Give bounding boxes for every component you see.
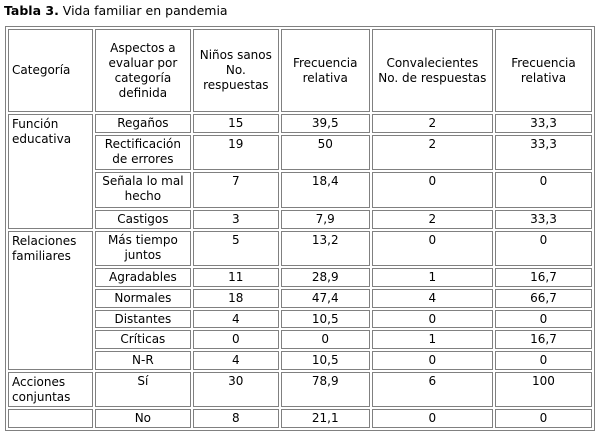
cell-aspect: Rectificación de errores	[95, 135, 191, 170]
cell-aspect: Normales	[95, 289, 191, 308]
table-row	[8, 135, 592, 170]
cell-frecuencia-relativa-2: 0	[495, 310, 592, 329]
table-row	[8, 210, 592, 229]
cell-ninos-sanos: 30	[193, 372, 279, 407]
cell-frecuencia-relativa-2: 0	[495, 231, 592, 266]
header-ninos-sanos: Niños sanos No. respuestas	[193, 29, 279, 112]
cell-frecuencia-relativa-1: 10,5	[281, 351, 370, 370]
table-row	[8, 289, 592, 308]
cell-aspect: N-R	[95, 351, 191, 370]
cell-ninos-sanos: 4	[193, 351, 279, 370]
header-row	[8, 29, 592, 112]
cell-frecuencia-relativa-1: 39,5	[281, 114, 370, 133]
cell-ninos-sanos: 5	[193, 231, 279, 266]
cell-frecuencia-relativa-1: 0	[281, 330, 370, 349]
cell-category: Acciones conjuntas	[8, 372, 93, 407]
cell-aspect: Distantes	[95, 310, 191, 329]
header-frecuencia-relativa-1: Frecuencia relativa	[281, 29, 370, 112]
cell-convalecientes: 0	[372, 409, 493, 428]
cell-convalecientes: 0	[372, 172, 493, 207]
cell-ninos-sanos: 7	[193, 172, 279, 207]
cell-ninos-sanos: 19	[193, 135, 279, 170]
cell-frecuencia-relativa-2: 33,3	[495, 135, 592, 170]
cell-aspect: Castigos	[95, 210, 191, 229]
header-aspectos: Aspectos a evaluar por categoría definida	[95, 29, 191, 112]
cell-convalecientes: 1	[372, 330, 493, 349]
cell-convalecientes: 2	[372, 114, 493, 133]
cell-frecuencia-relativa-2: 0	[495, 172, 592, 207]
cell-frecuencia-relativa-1: 21,1	[281, 409, 370, 428]
table-row	[8, 114, 592, 133]
cell-convalecientes: 2	[372, 135, 493, 170]
table-row	[8, 172, 592, 207]
cell-ninos-sanos: 4	[193, 310, 279, 329]
cell-frecuencia-relativa-1: 18,4	[281, 172, 370, 207]
cell-aspect: Críticas	[95, 330, 191, 349]
cell-ninos-sanos: 15	[193, 114, 279, 133]
cell-frecuencia-relativa-2: 33,3	[495, 210, 592, 229]
header-categoria: Categoría	[8, 29, 93, 112]
cell-frecuencia-relativa-2: 0	[495, 409, 592, 428]
table-row	[8, 351, 592, 370]
cell-aspect: Señala lo mal hecho	[95, 172, 191, 207]
cell-ninos-sanos: 0	[193, 330, 279, 349]
cell-frecuencia-relativa-2: 16,7	[495, 268, 592, 287]
cell-convalecientes: 0	[372, 231, 493, 266]
cell-convalecientes: 4	[372, 289, 493, 308]
cell-frecuencia-relativa-1: 78,9	[281, 372, 370, 407]
table-caption-label: Tabla 3.	[4, 3, 59, 18]
cell-convalecientes: 2	[372, 210, 493, 229]
cell-aspect: Más tiempo juntos	[95, 231, 191, 266]
table-row	[8, 372, 592, 407]
cell-frecuencia-relativa-2: 66,7	[495, 289, 592, 308]
table-caption	[4, 3, 228, 18]
cell-category: Función educativa	[8, 114, 93, 228]
cell-aspect: Agradables	[95, 268, 191, 287]
table-row	[8, 268, 592, 287]
cell-frecuencia-relativa-1: 7,9	[281, 210, 370, 229]
header-convalecientes: Convalecientes No. de respuestas	[372, 29, 493, 112]
table-row	[8, 409, 592, 428]
cell-frecuencia-relativa-2: 100	[495, 372, 592, 407]
cell-aspect: Regaños	[95, 114, 191, 133]
table-caption-text: Vida familiar en pandemia	[58, 3, 228, 18]
cell-aspect: Sí	[95, 372, 191, 407]
table-row	[8, 330, 592, 349]
cell-convalecientes: 0	[372, 351, 493, 370]
table-row	[8, 231, 592, 266]
cell-frecuencia-relativa-1: 47,4	[281, 289, 370, 308]
cell-ninos-sanos: 3	[193, 210, 279, 229]
cell-frecuencia-relativa-2: 33,3	[495, 114, 592, 133]
cell-ninos-sanos: 11	[193, 268, 279, 287]
cell-convalecientes: 6	[372, 372, 493, 407]
cell-frecuencia-relativa-1: 50	[281, 135, 370, 170]
cell-ninos-sanos: 8	[193, 409, 279, 428]
cell-convalecientes: 0	[372, 310, 493, 329]
data-table	[5, 26, 595, 431]
cell-category	[8, 409, 93, 428]
cell-category: Relaciones familiares	[8, 231, 93, 370]
cell-frecuencia-relativa-2: 0	[495, 351, 592, 370]
cell-aspect: No	[95, 409, 191, 428]
cell-frecuencia-relativa-2: 16,7	[495, 330, 592, 349]
cell-frecuencia-relativa-1: 28,9	[281, 268, 370, 287]
cell-convalecientes: 1	[372, 268, 493, 287]
cell-frecuencia-relativa-1: 13,2	[281, 231, 370, 266]
table-row	[8, 310, 592, 329]
header-frecuencia-relativa-2: Frecuencia relativa	[495, 29, 592, 112]
cell-ninos-sanos: 18	[193, 289, 279, 308]
cell-frecuencia-relativa-1: 10,5	[281, 310, 370, 329]
